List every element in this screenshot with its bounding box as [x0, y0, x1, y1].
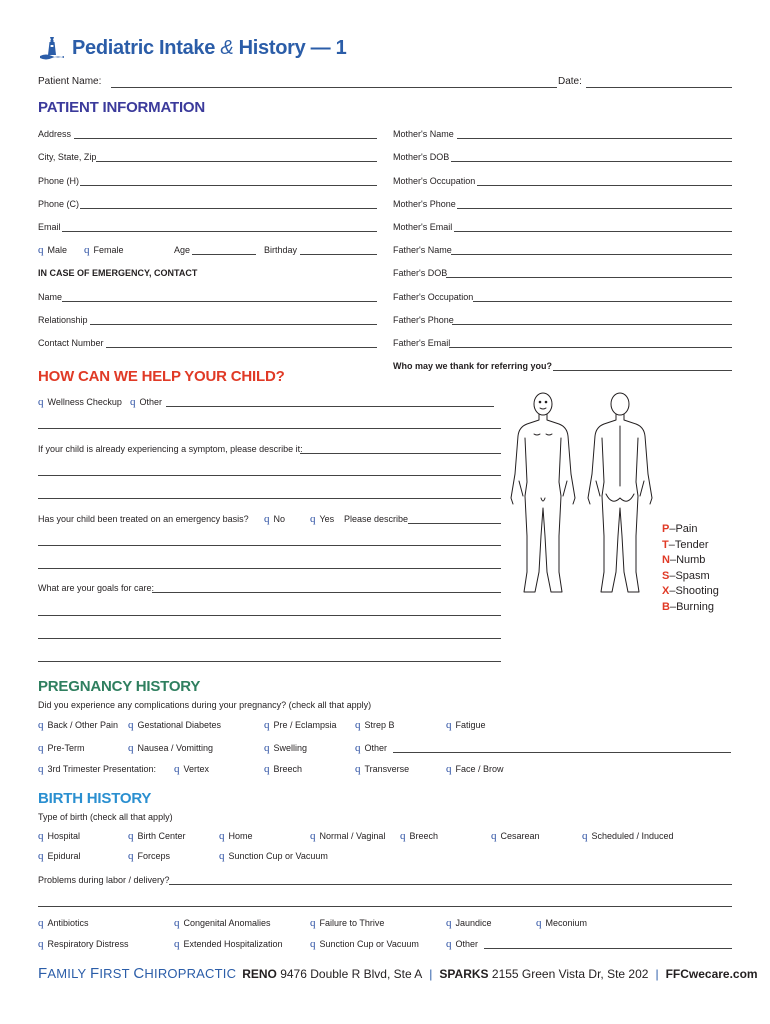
referral-label: Who may we thank for referring you? [393, 361, 553, 371]
help-other-field[interactable] [166, 406, 494, 407]
patient-information-heading: PATIENT INFORMATION [38, 99, 206, 116]
birth-breech-checkbox[interactable]: q Breech [400, 830, 439, 842]
father-email-label: Father's Email [393, 338, 451, 348]
phone-home-label: Phone (H) [38, 176, 80, 186]
birth-meconium-checkbox[interactable]: q Meconium [536, 917, 588, 929]
checkbox-icon: q [38, 742, 44, 754]
mother-dob-field[interactable] [451, 161, 732, 162]
birth-history-heading: BIRTH HISTORY [38, 790, 152, 807]
address-label: Address [38, 129, 72, 139]
father-name-field[interactable] [451, 254, 732, 255]
please-describe-label: Please describe [344, 514, 409, 524]
third-trimester-presentation-label: q 3rd Trimester Presentation: [38, 763, 157, 775]
describe-line-2[interactable] [38, 545, 501, 546]
goals-line-3[interactable] [38, 638, 501, 639]
mother-email-label: Mother's Email [393, 222, 453, 232]
mother-phone-field[interactable] [457, 208, 732, 209]
referral-field[interactable] [553, 370, 732, 371]
emergency-name-label: Name [38, 292, 63, 302]
legend-item-tender: T–Tender [662, 538, 709, 551]
patient-name-label: Patient Name: [38, 76, 102, 87]
male-checkbox[interactable]: q Male [38, 244, 68, 256]
presentation-vertex-checkbox[interactable]: q Vertex [174, 763, 210, 775]
birth-home-checkbox[interactable]: q Home [219, 830, 253, 842]
mother-name-field[interactable] [457, 138, 732, 139]
birth-antibiotics-checkbox[interactable]: q Antibiotics [38, 917, 89, 929]
legend-item-burning: B–Burning [662, 600, 714, 613]
checkbox-icon: q [310, 938, 316, 950]
checkbox-icon: q [355, 763, 361, 775]
checkbox-icon: q [491, 830, 497, 842]
father-phone-label: Father's Phone [393, 315, 454, 325]
emergency-no-checkbox[interactable]: q No [264, 513, 286, 525]
checkbox-icon: q [446, 917, 452, 929]
phone-home-field[interactable] [80, 185, 377, 186]
pregnancy-eclampsia-checkbox[interactable]: q Pre / Eclampsia [264, 719, 337, 731]
date-field[interactable] [586, 87, 732, 88]
checkbox-icon: q [219, 830, 225, 842]
legend-item-numb: N–Numb [662, 554, 706, 566]
age-label: Age [174, 245, 191, 255]
pregnancy-pre-term-checkbox[interactable]: q Pre-Term [38, 742, 85, 754]
pregnancy-swelling-checkbox[interactable]: q Swelling [264, 742, 308, 754]
checkbox-icon: q [446, 719, 452, 731]
goals-line-4[interactable] [38, 661, 501, 662]
emergency-contact-heading: IN CASE OF EMERGENCY, CONTACT [38, 268, 198, 278]
problems-field[interactable] [169, 884, 732, 885]
checkbox-icon: q [128, 850, 134, 862]
checkbox-icon: q [355, 742, 361, 754]
checkbox-icon: q [400, 830, 406, 842]
presentation-transverse-checkbox[interactable]: q Transverse [355, 763, 410, 775]
footer-sparks-address: SPARKS 2155 Green Vista Dr, Ste 202 [439, 967, 649, 981]
father-occupation-label: Father's Occupation [393, 292, 474, 302]
goals-field[interactable] [152, 592, 501, 593]
father-occupation-field[interactable] [473, 301, 732, 302]
checkbox-icon: q [128, 830, 134, 842]
birth-center-checkbox[interactable]: q Birth Center [128, 830, 186, 842]
pregnancy-back-pain-checkbox[interactable]: q Back / Other Pain [38, 719, 119, 731]
birth-suction-cup-checkbox[interactable]: q Sunction Cup or Vacuum [219, 850, 328, 862]
email-field[interactable] [62, 231, 377, 232]
birth-other-checkbox[interactable]: q Other [446, 938, 479, 950]
phone-cell-label: Phone (C) [38, 199, 80, 209]
checkbox-icon: q [174, 938, 180, 950]
birth-jaundice-checkbox[interactable]: q Jaundice [446, 917, 492, 929]
footer-separator: | [429, 967, 433, 981]
checkbox-icon: q [310, 830, 316, 842]
birth-failure-to-thrive-checkbox[interactable]: q Failure to Thrive [310, 917, 385, 929]
age-field[interactable] [192, 254, 256, 255]
symptom-field[interactable] [300, 453, 501, 454]
birth-normal-vaginal-checkbox[interactable]: q Normal / Vaginal [310, 830, 386, 842]
checkbox-icon: q [446, 763, 452, 775]
wellness-checkup-checkbox[interactable]: q Wellness Checkup [38, 396, 122, 408]
problems-label: Problems during labor / delivery? [38, 875, 170, 885]
mother-name-label: Mother's Name [393, 129, 454, 139]
birth-hospital-checkbox[interactable]: q Hospital [38, 830, 81, 842]
help-other-checkbox[interactable]: q Other [130, 396, 163, 408]
date-label: Date: [558, 76, 582, 87]
legend-item-shooting: X–Shooting [662, 585, 719, 597]
pregnancy-heading: PREGNANCY HISTORY [38, 678, 201, 695]
body-diagram[interactable] [505, 386, 660, 616]
city-state-zip-field[interactable] [96, 161, 377, 162]
goals-line-2[interactable] [38, 615, 501, 616]
pregnancy-nausea-checkbox[interactable]: q Nausea / Vomitting [128, 742, 214, 754]
birth-other-field[interactable] [484, 948, 732, 949]
checkbox-icon: q [38, 244, 44, 256]
pregnancy-strep-b-checkbox[interactable]: q Strep B [355, 719, 395, 731]
legend-item-spasm: S–Spasm [662, 569, 710, 582]
mother-dob-label: Mother's DOB [393, 152, 450, 162]
address-field[interactable] [74, 138, 377, 139]
checkbox-icon: q [536, 917, 542, 929]
father-name-label: Father's Name [393, 245, 452, 255]
birth-suction-cup-2-checkbox[interactable]: q Sunction Cup or Vacuum [310, 938, 419, 950]
father-phone-field[interactable] [452, 324, 732, 325]
checkbox-icon: q [264, 763, 270, 775]
pregnancy-gestational-diabetes-checkbox[interactable]: q Gestational Diabetes [128, 719, 222, 731]
relationship-field[interactable] [90, 324, 377, 325]
mother-occupation-label: Mother's Occupation [393, 176, 476, 186]
footer-reno-address: RENO 9476 Double R Blvd, Ste A [242, 967, 423, 981]
birth-type-label: Type of birth (check all that apply) [38, 812, 173, 822]
lighthouse-logo-icon [38, 34, 66, 62]
emergency-yes-checkbox[interactable]: q Yes [310, 513, 335, 525]
help-blank-line[interactable] [38, 428, 501, 429]
email-label: Email [38, 222, 61, 232]
birth-extended-hospitalization-checkbox[interactable]: q Extended Hospitalization [174, 938, 283, 950]
checkbox-icon: q [130, 396, 136, 408]
help-heading: HOW CAN WE HELP YOUR CHILD? [38, 368, 285, 385]
checkbox-icon: q [310, 917, 316, 929]
relationship-label: Relationship [38, 315, 88, 325]
contact-number-label: Contact Number [38, 338, 104, 348]
title-text: Pediatric Intake & History — 1 [72, 36, 347, 59]
describe-line-3[interactable] [38, 568, 501, 569]
please-describe-field[interactable] [408, 523, 501, 524]
symptom-legend [662, 522, 719, 615]
symptom-label: If your child is already experiencing a symptom, please describe it: [38, 444, 303, 454]
city-state-zip-label: City, State, Zip [38, 152, 97, 162]
checkbox-icon: q [355, 719, 361, 731]
emergency-name-field[interactable] [62, 301, 377, 302]
mother-email-field[interactable] [454, 231, 732, 232]
checkbox-icon: q [582, 830, 588, 842]
body-front-figure [511, 393, 575, 592]
checkbox-icon: q [219, 850, 225, 862]
checkbox-icon: q [38, 830, 44, 842]
problems-line-2[interactable] [38, 906, 732, 907]
footer [38, 965, 758, 982]
father-dob-field[interactable] [446, 277, 732, 278]
checkbox-icon: q [174, 917, 180, 929]
father-dob-label: Father's DOB [393, 268, 448, 278]
checkbox-icon: q [84, 244, 90, 256]
checkbox-icon: q [310, 513, 316, 525]
mother-occupation-field[interactable] [477, 185, 732, 186]
checkbox-icon: q [38, 396, 44, 408]
birth-forceps-checkbox[interactable]: q Forceps [128, 850, 171, 862]
birth-cesarean-checkbox[interactable]: q Cesarean [491, 830, 540, 842]
footer-website-link[interactable]: FFCwecare.com [665, 967, 758, 981]
body-back-figure [588, 393, 652, 592]
checkbox-icon: q [38, 763, 44, 775]
checkbox-icon: q [264, 742, 270, 754]
contact-number-field[interactable] [106, 347, 377, 348]
female-checkbox[interactable]: q Female [84, 244, 124, 256]
pregnancy-other-field[interactable] [393, 752, 731, 753]
emergency-treatment-label: Has your child been treated on an emergency basis? [38, 514, 249, 524]
checkbox-icon: q [38, 938, 44, 950]
symptom-line-2[interactable] [38, 475, 501, 476]
birth-epidural-checkbox[interactable]: q Epidural [38, 850, 81, 862]
father-email-field[interactable] [449, 347, 732, 348]
checkbox-icon: q [446, 938, 452, 950]
footer-brand: FAMILY FIRST CHIROPRACTIC [38, 965, 237, 982]
pregnancy-fatigue-checkbox[interactable]: q Fatigue [446, 719, 486, 731]
checkbox-icon: q [128, 742, 134, 754]
checkbox-icon: q [264, 513, 270, 525]
symptom-line-3[interactable] [38, 498, 501, 499]
presentation-breech-checkbox[interactable]: q Breech [264, 763, 303, 775]
footer-separator: | [655, 967, 659, 981]
checkbox-icon: q [38, 850, 44, 862]
birth-scheduled-induced-checkbox[interactable]: q Scheduled / Induced [582, 830, 674, 842]
mother-phone-label: Mother's Phone [393, 199, 456, 209]
phone-cell-field[interactable] [80, 208, 377, 209]
goals-label: What are your goals for care: [38, 583, 155, 593]
pregnancy-other-checkbox[interactable]: q Other [355, 742, 388, 754]
checkbox-icon: q [174, 763, 180, 775]
form-title [38, 34, 346, 62]
birth-congenital-anomalies-checkbox[interactable]: q Congenital Anomalies [174, 917, 271, 929]
pregnancy-question: Did you experience any complications during your pregnancy? (check all that apply) [38, 700, 372, 710]
checkbox-icon: q [38, 917, 44, 929]
legend-item-pain: P–Pain [662, 523, 698, 535]
checkbox-icon: q [128, 719, 134, 731]
birthday-label: Birthday [264, 245, 298, 255]
checkbox-icon: q [264, 719, 270, 731]
patient-name-field[interactable] [111, 87, 557, 88]
birthday-field[interactable] [300, 254, 377, 255]
checkbox-icon: q [38, 719, 44, 731]
birth-respiratory-distress-checkbox[interactable]: q Respiratory Distress [38, 938, 129, 950]
presentation-face-brow-checkbox[interactable]: q Face / Brow [446, 763, 504, 775]
